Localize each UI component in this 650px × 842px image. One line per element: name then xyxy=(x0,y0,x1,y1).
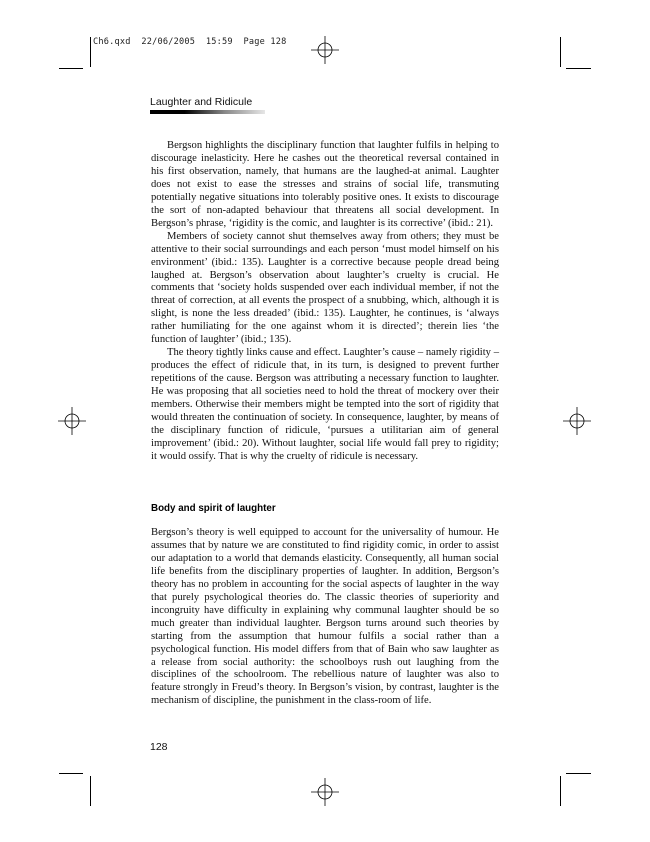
section-2-body xyxy=(151,527,499,708)
registration-mark-left xyxy=(58,407,86,435)
registration-mark-top xyxy=(311,36,339,64)
print-slug-line: Ch6.qxd 22/06/2005 15:59 Page 128 xyxy=(93,37,287,47)
crop-mark-top-left-horizontal xyxy=(59,68,83,69)
running-head-rule xyxy=(150,110,265,114)
section-heading: Body and spirit of laughter xyxy=(151,503,276,514)
section-1-body xyxy=(151,140,499,464)
crop-mark-bottom-left-vertical xyxy=(90,776,91,806)
running-head: Laughter and Ridicule xyxy=(150,96,253,108)
crop-mark-bottom-left-horizontal xyxy=(59,773,83,774)
paragraph: Members of society cannot shut themselves away from others; they must be attentive to their social surroundings and each person ‘must model himself on his environment’ (ibid.: 135). Laughter is a corrective because people dread being laughed at. Bergson’s observation about laughter’s cruelty is crucial. He comments that ‘society holds suspended over each individual member, if not the threat of correction, at all events the prospect of a snubbing, which, although it is slight, is none the less dreaded’ (ibid.: 135). Laughter, he continues, is ‘always rather humiliating for the one against whom it is directed’; therein lies ‘the function of laughter’ (ibid.; 135). xyxy=(151,230,499,346)
paragraph: The theory tightly links cause and effect. Laughter’s cause – namely rigidity – produces the effect of ridicule that, in its turn, is designed to prevent further repetitions of the cause. Bergson was attributing a necessary function to laughter. He was proposing that all societies need to hold the threat of mockery over their members. Otherwise their members might be tempted into the sort of rigidity that would threaten the continuation of society. In consequence, laughter, by means of the disciplinary function of ridicule, ‘pursues a utilitarian aim of general improvement’ (ibid.: 20). Without laughter, social life would fall prey to rigidity; it would ossify. That is why the cruelty of ridicule is necessary. xyxy=(151,347,499,462)
crop-mark-top-left-vertical xyxy=(90,37,91,67)
registration-mark-right xyxy=(563,407,591,435)
crop-mark-bottom-right-vertical xyxy=(560,776,561,806)
crop-mark-top-right-horizontal xyxy=(566,68,591,69)
paragraph: Bergson’s theory is well equipped to account for the universality of humour. He assumes that by nature we are constituted to find rigidity comic, in order to assist our adaptation to a world that demands elasticity. Consequently, all human social life benefits from the disciplinary properties of laughter. In addition, Bergson’s theory has no problem in accounting for the social aspects of laughter in the way that purely psychological theories do. The classic theories of superiority and incongruity have difficulty in explaining why communal laughter should be so much greater than individual laughter. Bergson turns around such theories by starting from the assumption that humour fulfils a social rather than a psychological function. His model differs from that of Bain who saw laughter as a release from social authority: the schoolboys rush out laughing from the disciplines of the schoolroom. The rebellious nature of laughter was also to feature strongly in Freud’s theory. In Bergson’s vision, by contrast, laughter is the mechanism of discipline, the punishment in the class-room of life. xyxy=(151,527,499,707)
crop-mark-top-right-vertical xyxy=(560,37,561,67)
crop-mark-bottom-right-horizontal xyxy=(566,773,591,774)
page-number: 128 xyxy=(150,741,168,753)
paragraph: Bergson highlights the disciplinary function that laughter fulfils in helping to discourage inelasticity. Here he cashes out the theoretical reversal contained in his first observation, namely, that humans are the laughed-at animal. Laughter does not exist to ease the stresses and strains of social life, transmuting potentially negative situations into tolerably positive ones. It exists to discourage the sort of non-adapted behaviour that threatens all social development. In Bergson’s phrase, ‘rigidity is the comic, and laughter is its corrective’ (ibid.: 21). xyxy=(151,140,499,229)
registration-mark-bottom xyxy=(311,778,339,806)
